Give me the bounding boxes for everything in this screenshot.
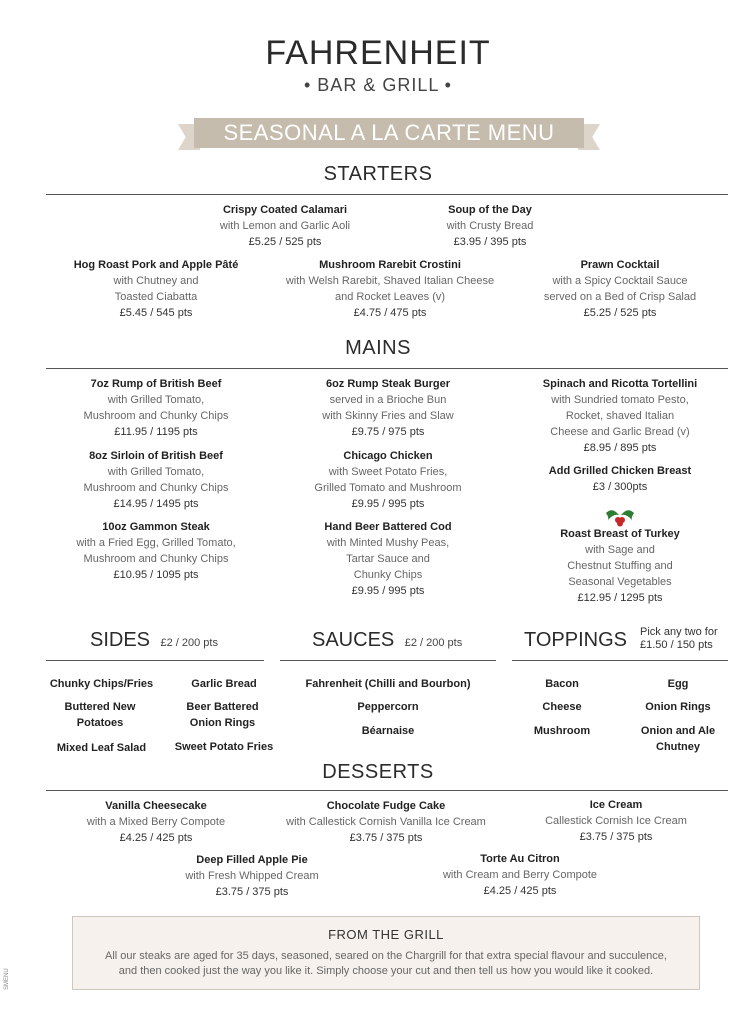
menu-item: Soup of the Day with Crusty Bread £3.95 / 395 pts — [446, 204, 534, 248]
topping-item: Egg — [667, 678, 689, 690]
sides-divider — [46, 660, 264, 661]
menu-item: Prawn Cocktail with a Spicy Cocktail Sauce served on a Bed of Crisp Salad £5.25 / 525 pts — [543, 259, 697, 319]
desserts-divider — [46, 790, 728, 791]
sauces-title: SAUCES — [312, 629, 395, 651]
desserts-title: DESSERTS — [322, 761, 434, 783]
mains-title: MAINS — [345, 337, 411, 359]
menu-item: Torte Au Citron with Cream and Berry Compote £4.25 / 425 pts — [442, 853, 598, 897]
sides-header — [90, 629, 218, 652]
sides-title: SIDES — [90, 629, 151, 651]
sauces-header — [312, 629, 462, 652]
grill-text: All our steaks are aged for 35 days, seasoned, seared on the Chargrill for that extra special flavour and succulence, and then cooked just the way you like it. Simply choose your cut and then tell us how you would like it cooked. — [105, 950, 667, 977]
menu-item: Chocolate Fudge Cake with Callestick Cornish Vanilla Ice Cream £3.75 / 375 pts — [286, 800, 486, 844]
sauce-item: Peppercorn — [357, 701, 419, 713]
topping-item: Bacon — [545, 678, 579, 690]
toppings-divider — [512, 660, 728, 661]
menu-banner — [178, 116, 600, 152]
holly-icon — [604, 505, 636, 527]
topping-item: Cheese — [542, 701, 582, 713]
sauces-divider — [280, 660, 496, 661]
side-item: Sweet Potato Fries — [174, 741, 274, 753]
brand-title: FAHRENHEIT — [265, 34, 491, 72]
toppings-title: TOPPINGS — [524, 629, 627, 651]
footer-code: SMENU — [4, 968, 10, 990]
mains-divider — [46, 368, 728, 369]
side-item: Mixed Leaf Salad — [56, 742, 147, 754]
topping-item: Onion Rings — [645, 701, 711, 713]
side-item: Chunky Chips/Fries — [49, 678, 154, 690]
side-item: Buttered New Potatoes — [64, 701, 136, 729]
menu-item: 7oz Rump of British Beef with Grilled Tomato, Mushroom and Chunky Chips £11.95 / 1195 pts — [83, 378, 229, 438]
banner-text: SEASONAL A LA CARTE MENU — [194, 118, 584, 148]
menu-item: 10oz Gammon Steak with a Fried Egg, Grilled Tomato, Mushroom and Chunky Chips £10.95 / 1095 pts — [76, 521, 236, 581]
menu-item: Add Grilled Chicken Breast £3 / 300pts — [548, 465, 692, 493]
starters-divider — [46, 194, 728, 195]
menu-item: Crispy Coated Calamari with Lemon and Garlic Aoli £5.25 / 525 pts — [219, 204, 351, 248]
from-the-grill-box — [72, 916, 700, 990]
menu-item: Ice Cream Callestick Cornish Ice Cream £3.75 / 375 pts — [545, 799, 687, 843]
sauce-item: Fahrenheit (Chilli and Bourbon) — [305, 678, 471, 690]
brand-subtitle: • BAR & GRILL • — [304, 75, 452, 95]
menu-item: Chicago Chicken with Sweet Potato Fries, Grilled Tomato and Mushroom £9.95 / 995 pts — [314, 450, 462, 510]
toppings-header — [524, 629, 627, 652]
starters-title: STARTERS — [323, 163, 433, 185]
menu-item: 6oz Rump Steak Burger served in a Brioche Bun with Skinny Fries and Slaw £9.75 / 975 pts — [322, 378, 454, 438]
menu-item: 8oz Sirloin of British Beef with Grilled Tomato, Mushroom and Chunky Chips £14.95 / 1495 pts — [83, 450, 229, 510]
toppings-note: Pick any two for £1.50 / 150 pts — [640, 626, 718, 651]
sauce-item: Béarnaise — [361, 725, 415, 737]
menu-item: Roast Breast of Turkey with Sage and Chestnut Stuffing and Seasonal Vegetables £12.95 / 1295 pts — [560, 528, 680, 604]
menu-item: Mushroom Rarebit Crostini with Welsh Rarebit, Shaved Italian Cheese and Rocket Leaves (v) £4.75 / 475 pts — [285, 259, 495, 319]
menu-item: Hog Roast Pork and Apple Pâté with Chutney and Toasted Ciabatta £5.45 / 545 pts — [73, 259, 239, 319]
menu-item: Spinach and Ricotta Tortellini with Sundried tomato Pesto, Rocket, shaved Italian Cheese and Garlic Bread (v) £8.95 / 895 pts — [542, 378, 698, 454]
menu-item: Hand Beer Battered Cod with Minted Mushy Peas, Tartar Sauce and Chunky Chips £9.95 / 995 pts — [324, 521, 452, 597]
topping-item: Onion and Ale Chutney — [640, 725, 716, 753]
topping-item: Mushroom — [533, 725, 591, 737]
grill-title: FROM THE GRILL — [328, 927, 444, 942]
side-item: Garlic Bread — [191, 678, 257, 690]
side-item: Beer Battered Onion Rings — [186, 701, 259, 729]
menu-item: Deep Filled Apple Pie with Fresh Whipped Cream £3.75 / 375 pts — [185, 854, 319, 898]
sides-price: £2 / 200 pts — [160, 637, 218, 649]
menu-item: Vanilla Cheesecake with a Mixed Berry Compote £4.25 / 425 pts — [86, 800, 226, 844]
sauces-price: £2 / 200 pts — [404, 637, 463, 649]
